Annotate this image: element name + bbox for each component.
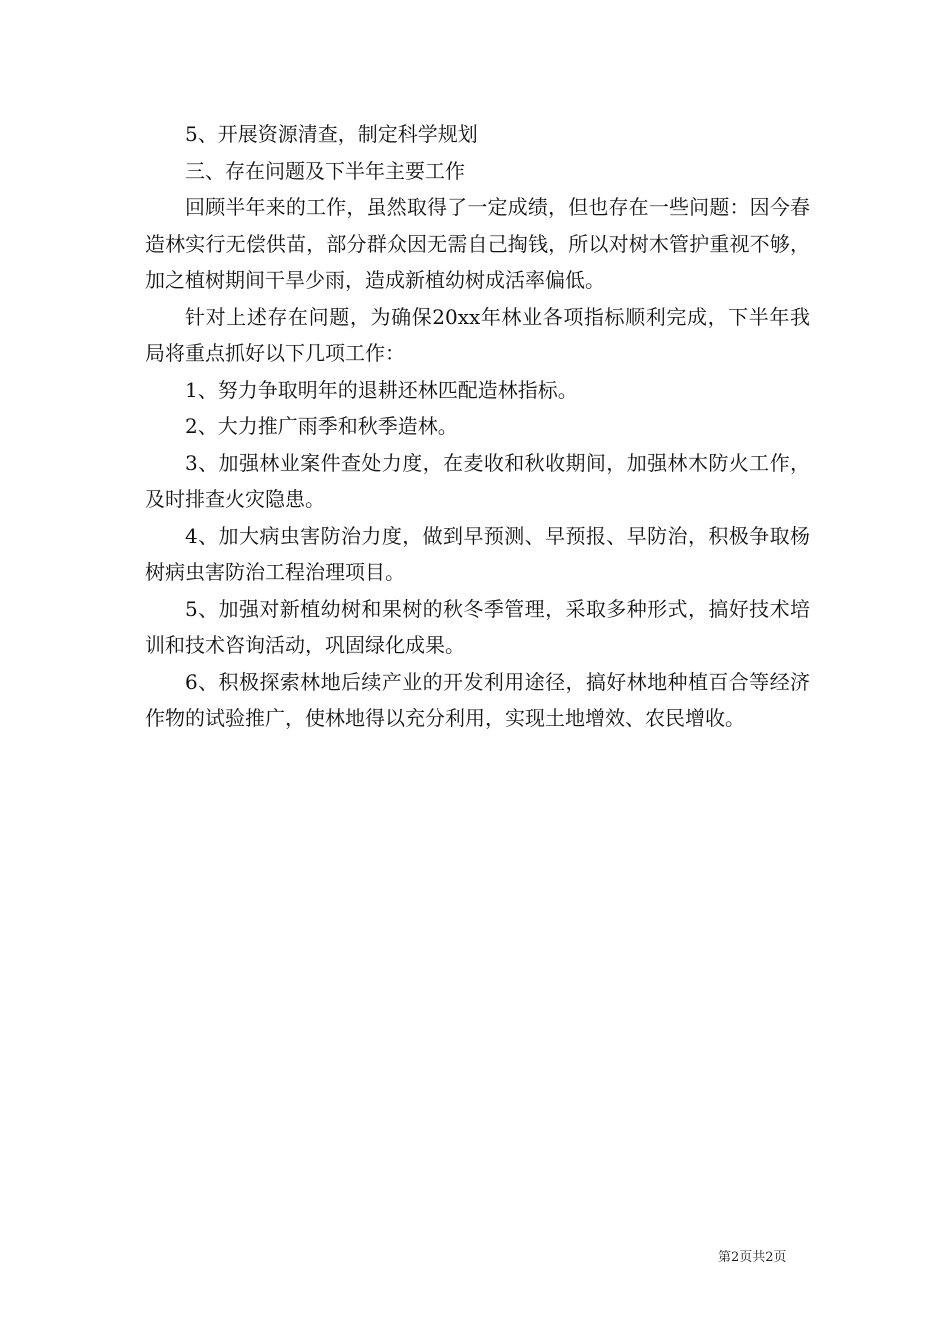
plan-item-1: 1、努力争取明年的退耕还林匹配造林指标。 (185, 377, 578, 402)
paragraph-review: 回顾半年来的工作，虽然取得了一定成绩，但也存在一些问题：因今春造林实行无偿供苗，部分群众因无需自己掏钱，所以对树木管护重视不够，加之植树期间干旱少雨，造成新植幼树成活率偏低。 (145, 195, 810, 292)
paragraph-plan-intro: 针对上述存在问题，为确保20xx年林业各项指标顺利完成，下半年我局将重点抓好以下几项工作： (145, 304, 810, 365)
plan-item-4: 4、加大病虫害防治力度，做到早预测、早预报、早防治，积极争取杨树病虫害防治工程治理项目。 (145, 523, 810, 584)
paragraph-section-item-5: 5、开展资源清查，制定科学规划 (185, 122, 478, 146)
plan-item-3: 3、加强林业案件查处力度，在麦收和秋收期间，加强林木防火工作，及时排查火灾隐患。 (145, 450, 810, 511)
plan-item-2: 2、大力推广雨季和秋季造林。 (185, 414, 458, 438)
plan-item-6: 6、积极探索林地后续产业的开发利用途径，搞好林地种植百合等经济作物的试验推广，使林地得以充分利用，实现土地增效、农民增收。 (145, 669, 810, 730)
plan-item-5: 5、加强对新植幼树和果树的秋冬季管理，采取多种形式，搞好技术培训和技术咨询活动，巩固绿化成果。 (145, 596, 810, 657)
document-body (145, 116, 810, 737)
section-heading-3: 三、存在问题及下半年主要工作 (185, 158, 465, 183)
page-number-footer: 第2页共2页 (718, 1250, 787, 1265)
